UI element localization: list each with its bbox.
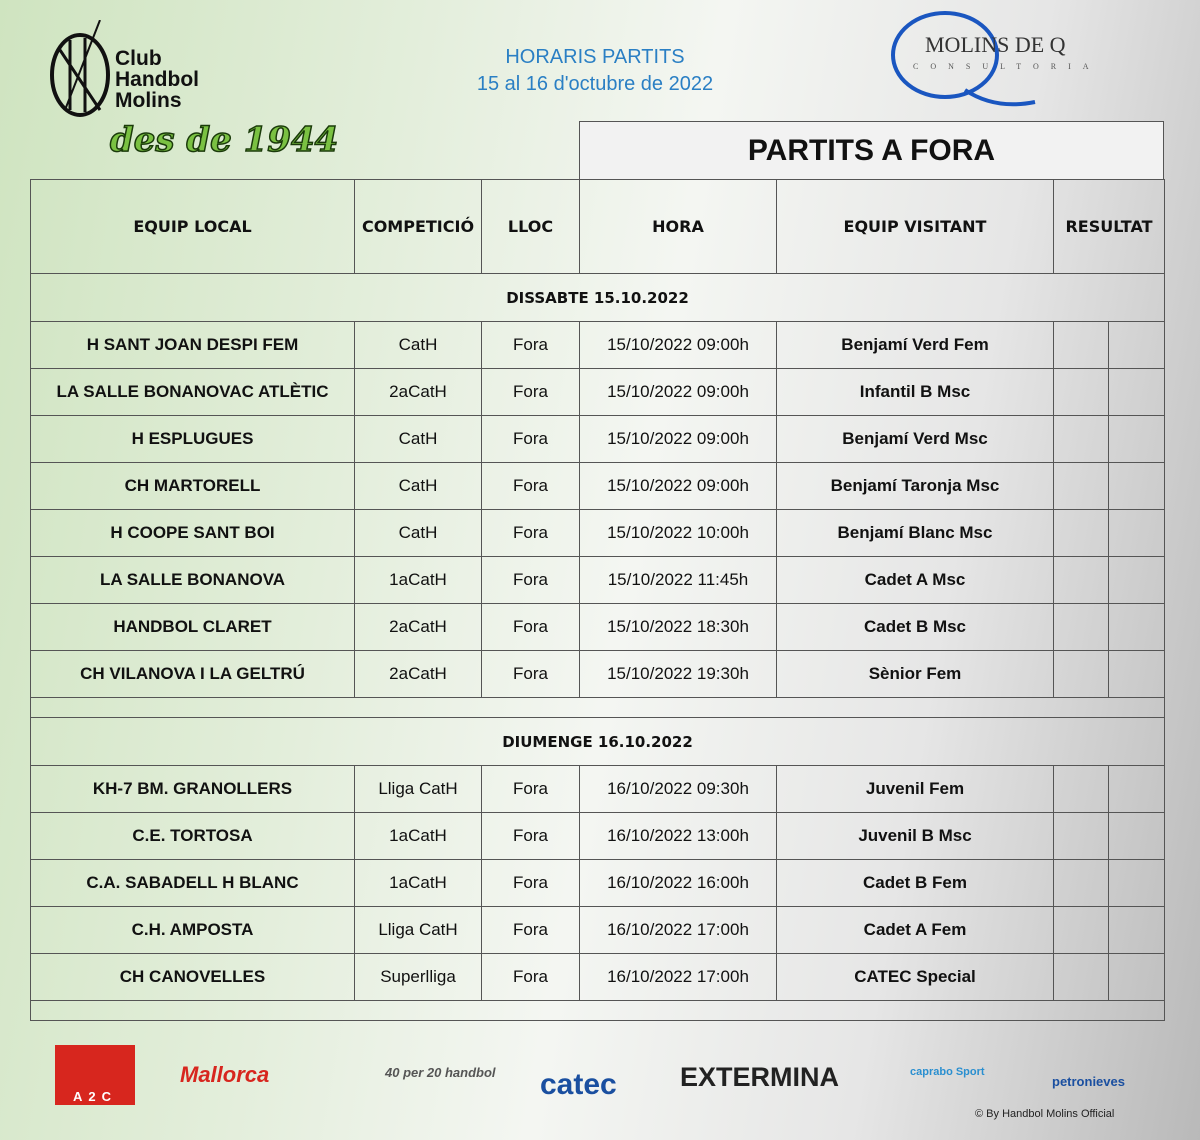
- table-row: [31, 322, 1165, 369]
- result-away: [1109, 416, 1165, 463]
- local-team: LA SALLE BONANOVAC ATLÈTIC: [31, 369, 355, 416]
- competition: 2aCatH: [355, 604, 482, 651]
- result-away: [1109, 510, 1165, 557]
- match-time: 16/10/2022 17:00h: [580, 907, 777, 954]
- visiting-team: Cadet A Msc: [777, 557, 1054, 604]
- venue: Fora: [482, 954, 580, 1001]
- visiting-team: Benjamí Verd Msc: [777, 416, 1054, 463]
- competition: 2aCatH: [355, 369, 482, 416]
- match-time: 16/10/2022 17:00h: [580, 954, 777, 1001]
- table-row: [31, 510, 1165, 557]
- local-team: H ESPLUGUES: [31, 416, 355, 463]
- sponsor-logo: petronieves: [1052, 1074, 1125, 1089]
- match-time: 16/10/2022 09:30h: [580, 766, 777, 813]
- result-away: [1109, 322, 1165, 369]
- result-away: [1109, 860, 1165, 907]
- match-time: 15/10/2022 11:45h: [580, 557, 777, 604]
- result-away: [1109, 369, 1165, 416]
- result-away: [1109, 604, 1165, 651]
- competition: 1aCatH: [355, 813, 482, 860]
- sponsor-logo: EXTERMINA: [680, 1062, 840, 1092]
- visiting-team: Cadet B Fem: [777, 860, 1054, 907]
- table-row: [31, 369, 1165, 416]
- day-row: [31, 718, 1165, 766]
- competition: Lliga CatH: [355, 766, 482, 813]
- visiting-team: Benjamí Taronja Msc: [777, 463, 1054, 510]
- match-time: 15/10/2022 09:00h: [580, 416, 777, 463]
- result-home: [1054, 813, 1109, 860]
- local-team: CH MARTORELL: [31, 463, 355, 510]
- result-away: [1109, 651, 1165, 698]
- competition: 1aCatH: [355, 860, 482, 907]
- match-time: 16/10/2022 16:00h: [580, 860, 777, 907]
- venue: Fora: [482, 322, 580, 369]
- venue: Fora: [482, 416, 580, 463]
- table-header: [31, 180, 1165, 274]
- visiting-team: Juvenil Fem: [777, 766, 1054, 813]
- local-team: KH-7 BM. GRANOLLERS: [31, 766, 355, 813]
- col-hora: HORA: [580, 180, 777, 274]
- result-away: [1109, 813, 1165, 860]
- logo-name: MOLINS DE Q: [925, 32, 1066, 57]
- col-competicio: COMPETICIÓ: [355, 180, 482, 274]
- spacer: [31, 1001, 1165, 1021]
- result-home: [1054, 651, 1109, 698]
- result-away: [1109, 907, 1165, 954]
- table-row: [31, 416, 1165, 463]
- matches-table: [30, 179, 1165, 1021]
- dates-text: 15 al 16 d'octubre de 2022: [476, 73, 714, 95]
- result-away: [1109, 463, 1165, 510]
- local-team: H COOPE SANT BOI: [31, 510, 355, 557]
- section-title: PARTITS A FORA: [579, 121, 1164, 180]
- venue: Fora: [482, 557, 580, 604]
- club-crest-icon: [45, 20, 115, 120]
- match-time: 15/10/2022 10:00h: [580, 510, 777, 557]
- competition: CatH: [355, 322, 482, 369]
- result-away: [1109, 557, 1165, 604]
- local-team: CH VILANOVA I LA GELTRÚ: [31, 651, 355, 698]
- competition: CatH: [355, 463, 482, 510]
- competition: CatH: [355, 510, 482, 557]
- local-team: HANDBOL CLARET: [31, 604, 355, 651]
- local-team: CH CANOVELLES: [31, 954, 355, 1001]
- result-home: [1054, 557, 1109, 604]
- result-home: [1054, 416, 1109, 463]
- table-row: [31, 860, 1165, 907]
- copyright-icon: ©: [975, 1108, 987, 1120]
- local-team: C.H. AMPOSTA: [31, 907, 355, 954]
- credit: [975, 1108, 1114, 1120]
- competition: Superlliga: [355, 954, 482, 1001]
- competition: 1aCatH: [355, 557, 482, 604]
- sponsors-footer: [0, 1040, 1200, 1130]
- local-team: C.A. SABADELL H BLANC: [31, 860, 355, 907]
- page-title: [440, 44, 750, 98]
- visiting-team: Cadet B Msc: [777, 604, 1054, 651]
- table-row: [31, 651, 1165, 698]
- day-label: DISSABTE 15.10.2022: [31, 274, 1165, 322]
- visiting-team: Sènior Fem: [777, 651, 1054, 698]
- col-visitant: EQUIP VISITANT: [777, 180, 1054, 274]
- result-home: [1054, 907, 1109, 954]
- col-resultat: RESULTAT: [1054, 180, 1165, 274]
- day-row: [31, 274, 1165, 322]
- col-lloc: LLOC: [482, 180, 580, 274]
- table-row: [31, 557, 1165, 604]
- match-time: 15/10/2022 09:00h: [580, 463, 777, 510]
- venue: Fora: [482, 369, 580, 416]
- venue: Fora: [482, 651, 580, 698]
- venue: Fora: [482, 813, 580, 860]
- molins-de-q-logo: [885, 10, 1115, 110]
- table-row: [31, 954, 1165, 1001]
- visiting-team: Infantil B Msc: [777, 369, 1054, 416]
- visiting-team: CATEC Special: [777, 954, 1054, 1001]
- result-home: [1054, 954, 1109, 1001]
- competition: 2aCatH: [355, 651, 482, 698]
- club-name-line: Molins: [115, 89, 182, 112]
- visiting-team: Juvenil B Msc: [777, 813, 1054, 860]
- sponsor-logo: caprabo Sport: [910, 1066, 985, 1078]
- visiting-team: Benjamí Blanc Msc: [777, 510, 1054, 557]
- match-time: 15/10/2022 18:30h: [580, 604, 777, 651]
- table-row: [31, 604, 1165, 651]
- result-home: [1054, 766, 1109, 813]
- result-home: [1054, 463, 1109, 510]
- competition: CatH: [355, 416, 482, 463]
- table-row: [31, 766, 1165, 813]
- logo-sub: CONSULTORIA: [913, 62, 1101, 71]
- match-time: 16/10/2022 13:00h: [580, 813, 777, 860]
- visiting-team: Benjamí Verd Fem: [777, 322, 1054, 369]
- local-team: C.E. TORTOSA: [31, 813, 355, 860]
- sponsor-logo: A2C: [55, 1045, 135, 1105]
- match-time: 15/10/2022 19:30h: [580, 651, 777, 698]
- club-name-line: Club: [115, 47, 162, 70]
- match-time: 15/10/2022 09:00h: [580, 322, 777, 369]
- match-time: 15/10/2022 09:00h: [580, 369, 777, 416]
- result-away: [1109, 954, 1165, 1001]
- result-home: [1054, 369, 1109, 416]
- since-label: des de 1944: [110, 120, 339, 160]
- table-row: [31, 463, 1165, 510]
- result-away: [1109, 766, 1165, 813]
- day-label: DIUMENGE 16.10.2022: [31, 718, 1165, 766]
- result-home: [1054, 322, 1109, 369]
- club-name-line: Handbol: [115, 68, 199, 91]
- spacer-row: [31, 698, 1165, 718]
- venue: Fora: [482, 604, 580, 651]
- venue: Fora: [482, 510, 580, 557]
- credit-text: By Handbol Molins Official: [986, 1108, 1115, 1120]
- spacer: [31, 698, 1165, 718]
- club-name: [115, 48, 199, 111]
- venue: Fora: [482, 766, 580, 813]
- q-logo-icon: [885, 10, 1115, 110]
- table-row: [31, 813, 1165, 860]
- local-team: H SANT JOAN DESPI FEM: [31, 322, 355, 369]
- result-home: [1054, 604, 1109, 651]
- spacer-row: [31, 1001, 1165, 1021]
- sponsor-logo: catec: [540, 1068, 617, 1101]
- visiting-team: Cadet A Fem: [777, 907, 1054, 954]
- sponsor-logo: 40 per 20 handbol: [385, 1065, 496, 1080]
- local-team: LA SALLE BONANOVA: [31, 557, 355, 604]
- venue: Fora: [482, 907, 580, 954]
- venue: Fora: [482, 860, 580, 907]
- title-text: HORARIS PARTITS: [505, 46, 685, 68]
- result-home: [1054, 510, 1109, 557]
- col-local: EQUIP LOCAL: [31, 180, 355, 274]
- venue: Fora: [482, 463, 580, 510]
- sponsor-logo: Mallorca: [180, 1062, 270, 1087]
- competition: Lliga CatH: [355, 907, 482, 954]
- table-row: [31, 907, 1165, 954]
- result-home: [1054, 860, 1109, 907]
